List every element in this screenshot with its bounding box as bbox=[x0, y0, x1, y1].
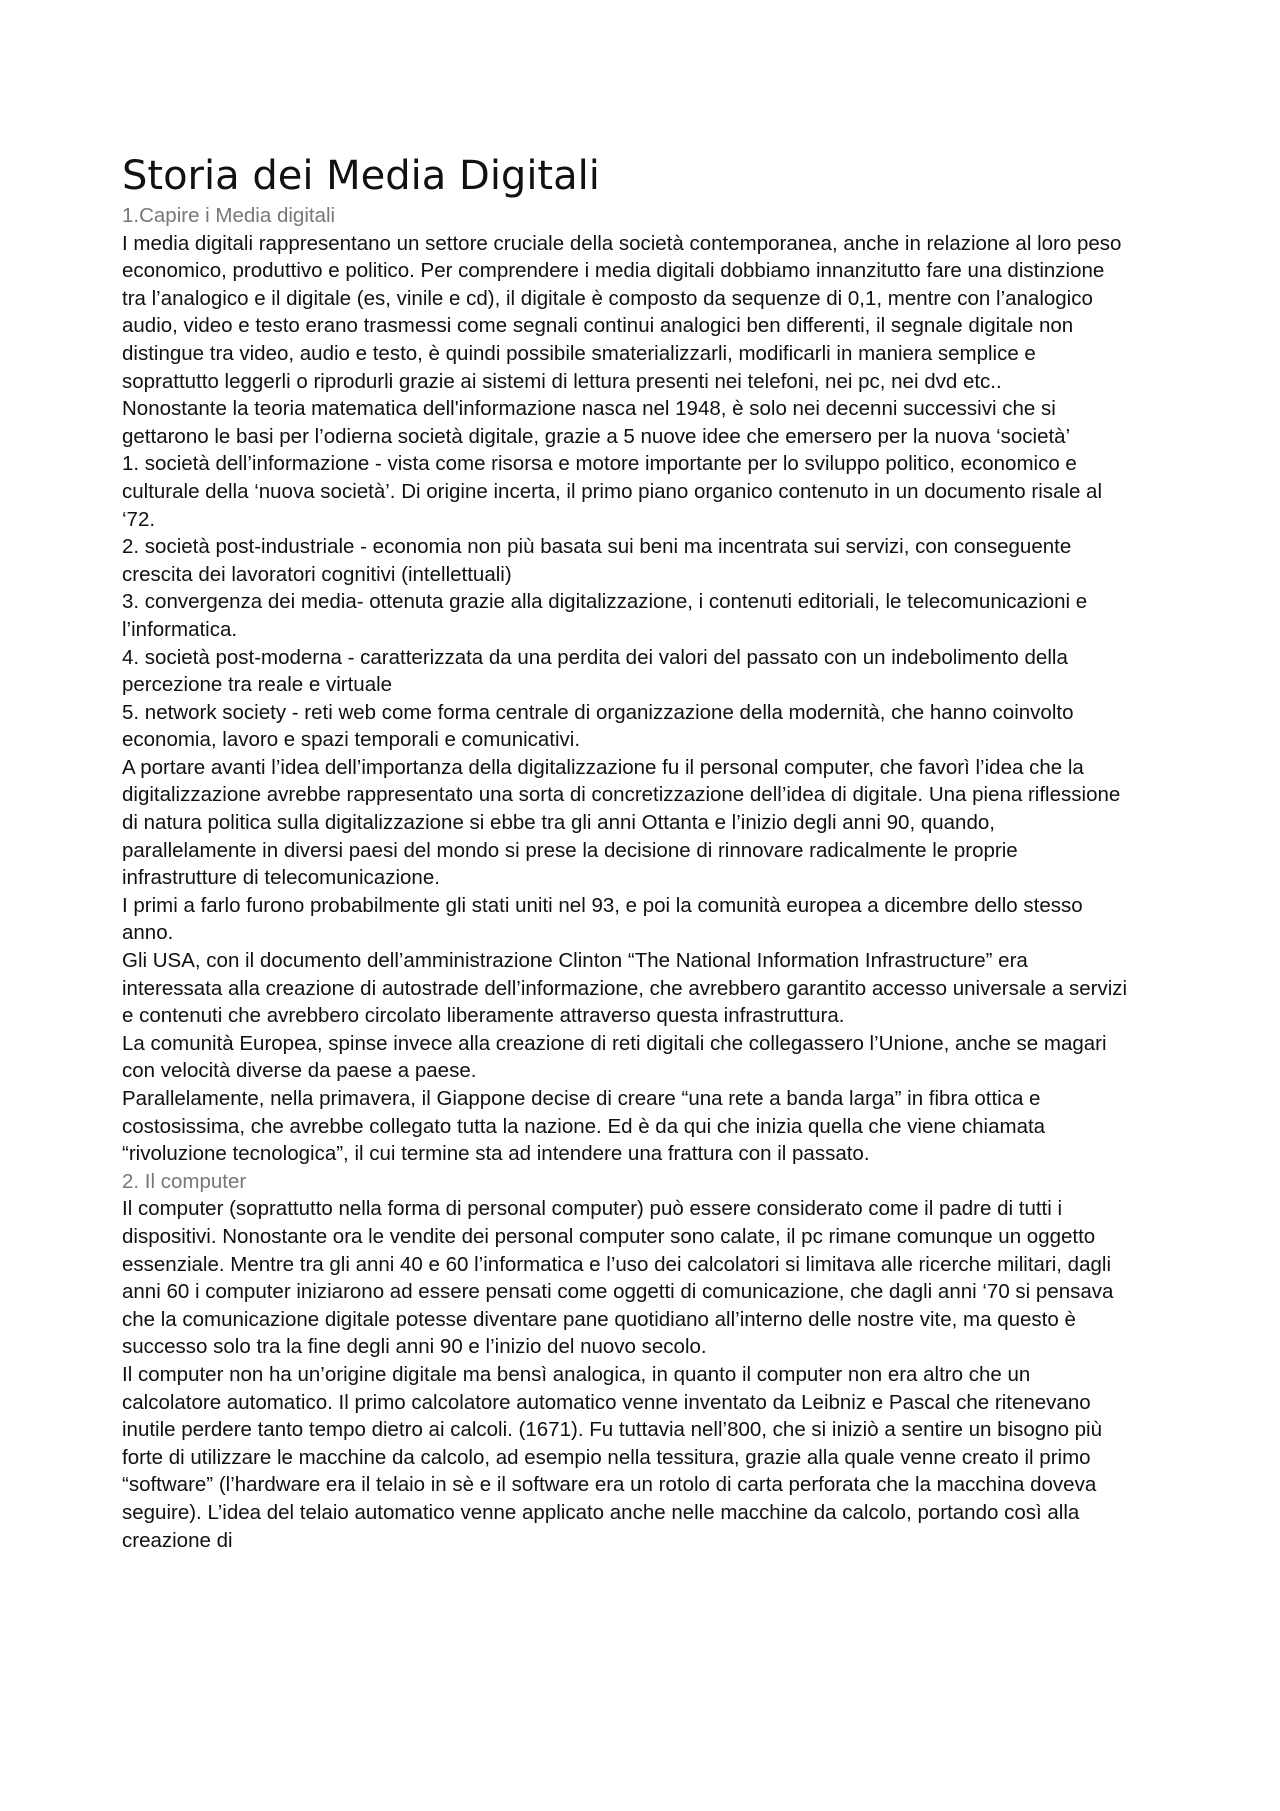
paragraph: Il computer (soprattutto nella forma di personal computer) può essere considerato come il padre di tutti i dispositivi. Nonostante ora le vendite dei personal computer sono calate, il pc rimane comunque un oggetto essenziale. Mentre tra gli anni 40 e 60 l’informatica e l’uso dei calcolatori si limitava alle ricerche militari, dagli anni 60 i computer iniziarono ad essere pensati come oggetti di comunicazione, che dagli anni ‘70 si pensava che la comunicazione digitale potesse diventare pane quotidiano all’interno delle nostre vite, ma questo è successo solo tra la fine degli anni 90 e l’inizio del nuovo secolo. bbox=[122, 1197, 1114, 1359]
list-item-societa-informazione: 1. società dell’informazione - vista come risorsa e motore importante per lo sviluppo politico, economico e culturale della ‘nuova società’. Di origine incerta, il primo piano organico contenuto in un documento risale al ‘72. bbox=[122, 452, 1103, 531]
paragraph: I primi a farlo furono probabilmente gli stati uniti nel 93, e poi la comunità europea a dicembre dello stesso anno. bbox=[122, 893, 1083, 945]
section-heading-capire-media-digitali: 1.Capire i Media digitali bbox=[122, 204, 336, 227]
list-item-convergenza-media: 3. convergenza dei media- ottenuta grazie alla digitalizzazione, i contenuti editoriali, le telecomunicazioni e l’informatica. bbox=[122, 590, 1088, 641]
document-title: Storia dei Media Digitali bbox=[122, 153, 600, 199]
paragraph: I media digitali rappresentano un settore cruciale della società contemporanea, anche in relazione al loro peso economico, produttivo e politico. Per comprendere i media digitali dobbiamo innanzitutto fare una distinzione tra l’analogico e il digitale (es, vinile e cd), il digitale è composto da sequenze di 0,1, mentre con l’analogico audio, video e testo erano trasmessi come segnali continui analogici ben differenti, il segnale digitale non distingue tra video, audio e testo, è quindi possibile smaterializzarli, modificarli in maniera semplice e soprattutto leggerli o riprodurli grazie ai sistemi di lettura presenti nei telefoni, nei pc, nei dvd etc.. bbox=[122, 231, 1122, 393]
paragraph: A portare avanti l’idea dell’importanza della digitalizzazione fu il personal computer, che favorì l’idea che la digitalizzazione avrebbe rappresentato una sorta di concretizzazione dell’idea di digitale. Una piena riflessione di natura politica sulla digitalizzazione si ebbe tra gli anni Ottanta e l’inizio degli anni 90, quando, parallelamente in diversi paesi del mondo si prese la decisione di rinnovare radicalmente le proprie infrastrutture di telecomunicazione. bbox=[122, 755, 1121, 890]
list-item-societa-post-moderna: 4. società post-moderna - caratterizzata da una perdita dei valori del passato con un indebolimento della percezione tra reale e virtuale bbox=[122, 645, 1068, 697]
paragraph: La comunità Europea, spinse invece alla creazione di reti digitali che collegassero l’Unione, anche se magari con velocità diverse da paese a paese. bbox=[122, 1031, 1107, 1083]
paragraph: Il computer non ha un’origine digitale ma bensì analogica, in quanto il computer non era altro che un calcolatore automatico. Il primo calcolatore automatico venne inventato da Leibniz e Pascal che ritenevano inutile perdere tanto tempo dietro ai calcoli. (1671). Fu tuttavia nell’800, che si iniziò a sentire un bisogno più forte di utilizzare le macchine da calcolo, ad esempio nella tessitura, grazie alla quale venne creato il primo “software” (l’hardware era il telaio in sè e il software era un rotolo di carta perforata che la macchina doveva seguire). L’idea del telaio automatico venne applicato anche nelle macchine da calcolo, portando così alla creazione di bbox=[122, 1362, 1103, 1552]
section-heading-il-computer: 2. Il computer bbox=[122, 1169, 247, 1193]
list-item-societa-post-industriale: 2. società post-industriale - economia non più basata sui beni ma incentrata sui servizi, con conseguente crescita dei lavoratori cognitivi (intellettuali) bbox=[122, 535, 1072, 586]
paragraph: Gli USA, con il documento dell’amministrazione Clinton “The National Information Infrastructure” era interessata alla creazione di autostrade dell’informazione, che avrebbero garantito accesso universale a servizi e contenuti che avrebbero circolato liberamente attraverso questa infrastruttura. bbox=[122, 949, 1128, 1028]
document-page bbox=[122, 150, 1132, 1554]
paragraph: Parallelamente, nella primavera, il Giappone decise di creare “una rete a banda larga” in fibra ottica e costosissima, che avrebbe collegato tutta la nazione. Ed è da qui che inizia quella che viene chiamata “rivoluzione tecnologica”, il cui termine sta ad intendere una frattura con il passato. bbox=[122, 1087, 1046, 1166]
paragraph: Nonostante la teoria matematica dell'informazione nasca nel 1948, è solo nei decenni successivi che si gettarono le basi per l’odierna società digitale, grazie a 5 nuove idee che emersero per la nuova ‘società’ bbox=[122, 397, 1071, 448]
list-item-network-society: 5. network society - reti web come forma centrale di organizzazione della modernità, che hanno coinvolto economia, lavoro e spazi temporali e comunicativi. bbox=[122, 700, 1074, 752]
